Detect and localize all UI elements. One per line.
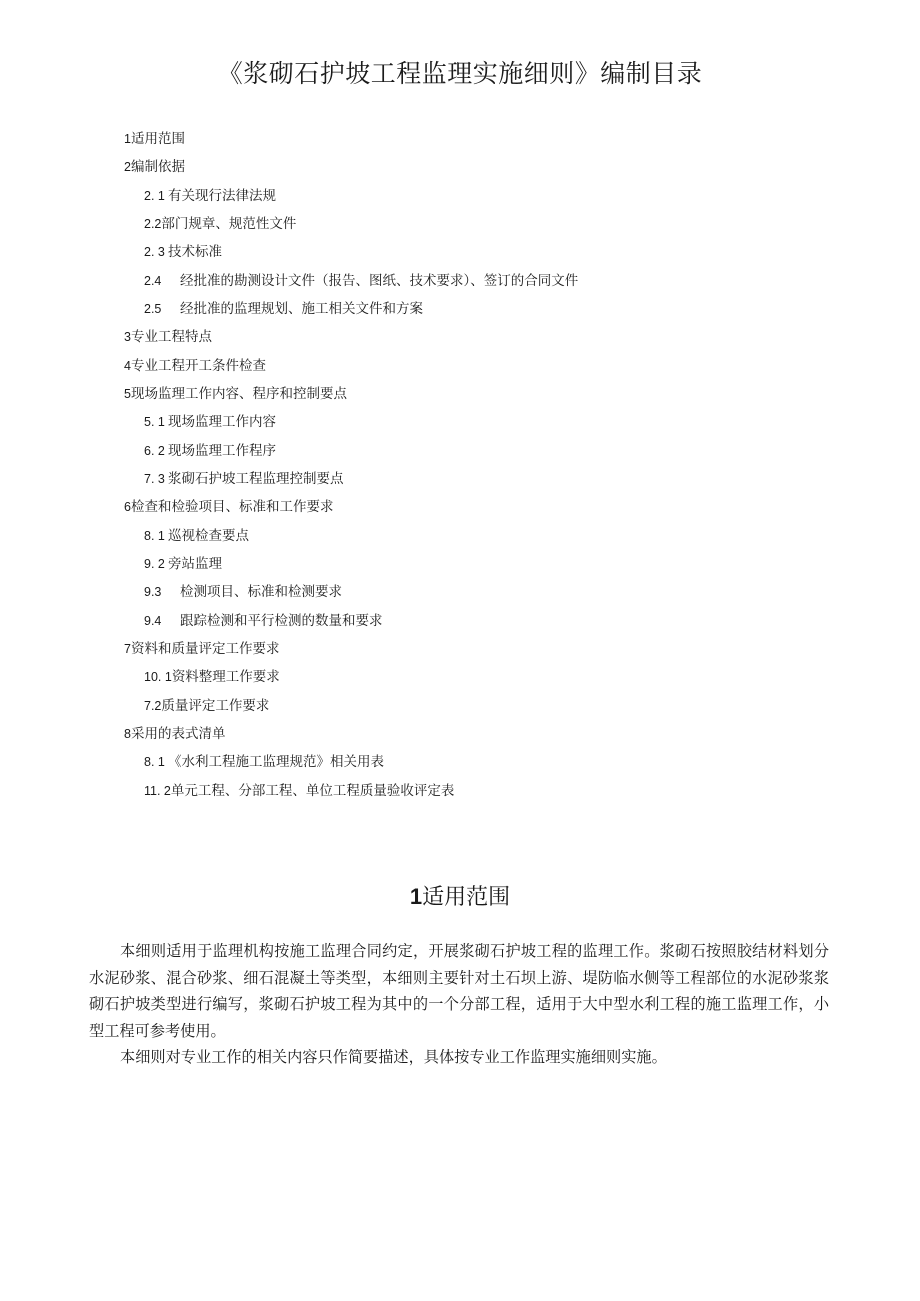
toc-text: 经批准的监理规划、施工相关文件和方案 [180, 301, 423, 317]
toc-text: 资料和质量评定工作要求 [130, 641, 280, 657]
toc-number: 9.4 [144, 614, 162, 628]
toc-text: 质量评定工作要求 [161, 698, 270, 714]
toc-text: 现场监理工作程序 [168, 443, 276, 459]
toc-item[interactable] [144, 668, 280, 686]
toc-text: 《水利工程施工监理规范》相关用表 [168, 754, 384, 770]
toc-item[interactable] [124, 640, 279, 658]
toc-item[interactable] [124, 357, 266, 375]
toc-number: 8. 1 [144, 755, 165, 769]
toc-text: 单元工程、分部工程、单位工程质量验收评定表 [170, 783, 455, 799]
toc-text: 现场监理工作内容、程序和控制要点 [130, 386, 347, 402]
section-number: 1 [409, 884, 423, 909]
toc-number: 6 [124, 500, 131, 514]
toc-text: 专业工程开工条件检查 [130, 358, 266, 374]
toc-number: 2. 1 [144, 189, 165, 203]
toc-number: 2. 3 [144, 245, 165, 259]
toc-number: 5. 1 [144, 415, 165, 429]
section-heading [0, 880, 920, 911]
toc-text: 旁站监理 [168, 556, 222, 572]
toc-item[interactable] [144, 753, 384, 771]
toc-item[interactable] [144, 442, 276, 460]
toc-number: 7.2 [144, 699, 162, 713]
document-title: 《浆砌石护坡工程监理实施细则》编制目录 [217, 59, 703, 88]
toc-text: 浆砌石护坡工程监理控制要点 [168, 471, 344, 487]
toc-number: 3 [124, 330, 131, 344]
toc-item[interactable] [144, 470, 344, 488]
toc-text: 技术标准 [168, 244, 222, 260]
toc-number: 1 [124, 132, 131, 146]
toc-item[interactable] [144, 612, 383, 630]
toc-text: 跟踪检测和平行检测的数量和要求 [180, 613, 383, 629]
toc-item[interactable] [124, 328, 212, 346]
toc-item[interactable] [124, 725, 225, 743]
toc-number: 2 [124, 160, 131, 174]
toc-text: 采用的表式清单 [130, 726, 226, 742]
toc-number: 5 [124, 387, 131, 401]
section-title: 适用范围 [422, 885, 511, 910]
toc-item[interactable] [144, 583, 342, 601]
toc-item[interactable] [144, 527, 249, 545]
toc-number: 11. 2 [144, 784, 171, 798]
toc-item[interactable] [144, 272, 578, 290]
toc-text: 资料整理工作要求 [171, 669, 280, 685]
toc-item[interactable] [144, 555, 222, 573]
toc-text: 编制依据 [130, 159, 185, 175]
toc-item[interactable] [124, 498, 333, 516]
toc-text: 检查和检验项目、标准和工作要求 [130, 499, 334, 515]
toc-text: 巡视检查要点 [168, 528, 249, 544]
toc-item[interactable] [144, 413, 276, 431]
toc-item[interactable] [144, 243, 222, 261]
toc-text: 适用范围 [130, 131, 185, 147]
toc-item[interactable] [144, 215, 296, 233]
toc-number: 9. 2 [144, 557, 165, 571]
toc-text: 有关现行法律法规 [168, 188, 276, 204]
toc-number: 9.3 [144, 585, 162, 599]
toc-number: 7. 3 [144, 472, 165, 486]
toc-item[interactable] [124, 158, 185, 176]
toc-item[interactable] [144, 187, 276, 205]
toc-number: 6. 2 [144, 444, 165, 458]
toc-text: 专业工程特点 [130, 329, 212, 345]
toc-number: 7 [124, 642, 131, 656]
section-body [89, 938, 829, 1071]
toc-number: 2.4 [144, 274, 162, 288]
toc-item[interactable] [144, 782, 454, 800]
toc-number: 8. 1 [144, 529, 165, 543]
toc-item[interactable] [124, 130, 185, 148]
toc-item[interactable] [144, 300, 423, 318]
toc-text: 检测项目、标准和检测要求 [180, 584, 342, 600]
toc-number: 8 [124, 727, 131, 741]
toc-text: 部门规章、规范性文件 [161, 216, 297, 232]
toc-number: 10. 1 [144, 670, 172, 684]
body-paragraph: 本细则对专业工作的相关内容只作简要描述，具体按专业工作监理实施细则实施。 [120, 1048, 667, 1066]
toc-number: 4 [124, 359, 131, 373]
toc-text: 经批准的勘测设计文件（报告、图纸、技术要求）、签订的合同文件 [180, 273, 579, 289]
body-paragraph: 本细则适用于监理机构按施工监理合同约定，开展浆砌石护坡工程的监理工作。浆砌石按照胶结材料划分水泥砂浆、混合砂浆、细石混凝土等类型，本细则主要针对土石坝上游、堤防临水侧等工程部位的水泥砂浆浆砌石护坡类型进行编写，浆砌石护坡工程为其中的一个分部工程，适用于大中型水利工程的施工监理工作，小型工程可参考使用。 [89, 942, 829, 1040]
toc-number: 2.5 [144, 302, 162, 316]
toc-text: 现场监理工作内容 [168, 414, 276, 430]
toc-item[interactable] [124, 385, 347, 403]
toc-number: 2.2 [144, 217, 162, 231]
toc-item[interactable] [144, 697, 269, 715]
